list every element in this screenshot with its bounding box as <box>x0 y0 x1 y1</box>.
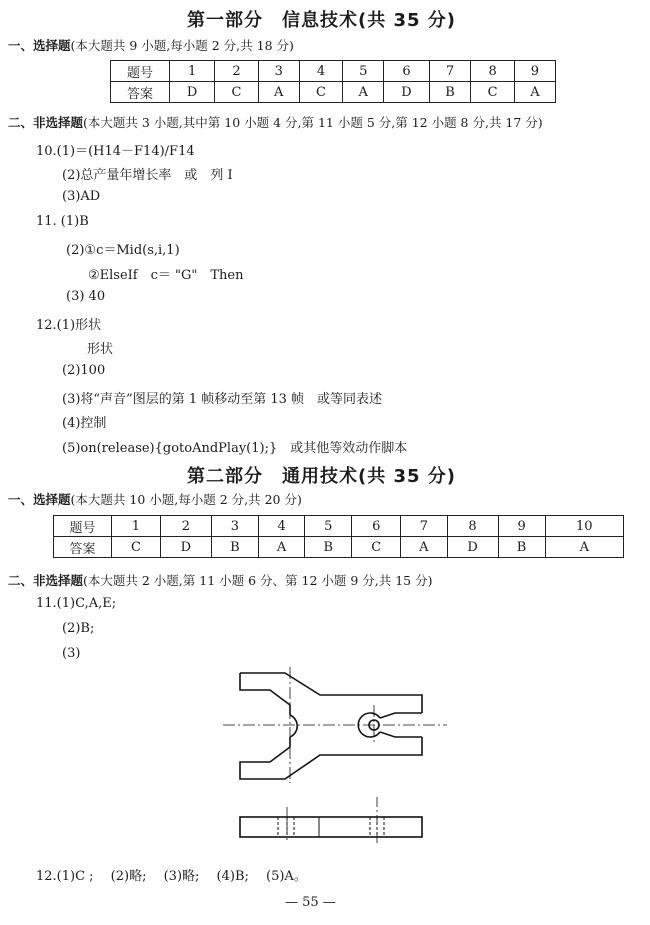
answer-line: (2)B; <box>62 621 95 636</box>
table-cell: D <box>384 82 429 103</box>
answer-line: ②ElseIf c＝ "G" Then <box>88 268 244 283</box>
part2-mc-heading: 一、选择题(本大题共 10 小题,每小题 2 分,共 20 分) <box>8 492 302 507</box>
table-cell: 8 <box>471 61 514 82</box>
answer-line: 11. (1)B <box>36 214 89 229</box>
table-cell: 9 <box>498 516 545 537</box>
part2-answer-table <box>53 515 624 558</box>
table-cell: 2 <box>160 516 211 537</box>
table-cell: 答案 <box>111 82 170 103</box>
answer-line: (2)总产量年增长率 或 列 I <box>62 168 233 183</box>
part1-nonmc-heading: 二、非选择题(本大题共 3 小题,其中第 10 小题 4 分,第 11 小题 5 分,第 12 小题 8 分,共 17 分) <box>8 115 543 130</box>
table-cell: A <box>258 537 304 558</box>
answer-line: (5)on(release){gotoAndPlay(1);} 或其他等效动作脚本 <box>62 441 408 456</box>
table-cell: 4 <box>299 61 342 82</box>
table-cell: C <box>471 82 514 103</box>
table-cell: 1 <box>170 61 215 82</box>
part1-title: 第一部分 信息技术(共 35 分) <box>187 10 457 31</box>
table-cell: 7 <box>429 61 471 82</box>
answer-line: (2)100 <box>62 363 106 378</box>
table-cell: 5 <box>305 516 352 537</box>
table-cell: 5 <box>343 61 384 82</box>
table-cell: 4 <box>258 516 304 537</box>
part1-mc-heading: 一、选择题(本大题共 9 小题,每小题 2 分,共 18 分) <box>8 38 294 53</box>
table-cell: B <box>211 537 258 558</box>
answer-line: (2)①c＝Mid(s,i,1) <box>66 243 180 258</box>
table-row <box>111 61 556 82</box>
table-row <box>54 537 624 558</box>
table-cell: C <box>112 537 161 558</box>
table-cell: 题号 <box>111 61 170 82</box>
table-cell: 6 <box>384 61 429 82</box>
table-cell: C <box>299 82 342 103</box>
answer-line: 形状 <box>87 342 114 357</box>
part1-answer-table <box>110 60 556 103</box>
table-cell: 3 <box>258 61 299 82</box>
table-cell: B <box>498 537 545 558</box>
table-cell: A <box>258 82 299 103</box>
table-cell: 答案 <box>54 537 112 558</box>
table-cell: C <box>352 537 401 558</box>
table-row <box>54 516 624 537</box>
table-cell: 3 <box>211 516 258 537</box>
table-cell: 8 <box>447 516 498 537</box>
answer-line: 11.(1)C,A,E; <box>36 596 117 611</box>
table-cell: 10 <box>545 516 623 537</box>
table-cell: 7 <box>401 516 447 537</box>
table-cell: 6 <box>352 516 401 537</box>
answer-line: 12.(1)形状 <box>36 318 102 333</box>
table-row <box>111 82 556 103</box>
table-cell: C <box>215 82 258 103</box>
answer-line: (4)控制 <box>62 416 107 431</box>
table-cell: A <box>514 82 555 103</box>
answer-line: (3) 40 <box>66 289 106 304</box>
part2-nonmc-heading: 二、非选择题(本大题共 2 小题,第 11 小题 6 分、第 12 小题 9 分,共 15 分) <box>8 573 433 588</box>
table-cell: B <box>305 537 352 558</box>
table-cell: A <box>343 82 384 103</box>
answer-line: 10.(1)＝(H14－F14)/F14 <box>36 144 195 159</box>
table-cell: D <box>170 82 215 103</box>
table-cell: 题号 <box>54 516 112 537</box>
table-cell: 9 <box>514 61 555 82</box>
table-cell: A <box>401 537 447 558</box>
answer-line: (3)将“声音”图层的第 1 帧移动至第 13 帧 或等同表述 <box>62 392 383 407</box>
answer-line: (3)AD <box>62 189 101 204</box>
table-cell: 1 <box>112 516 161 537</box>
table-cell: A <box>545 537 623 558</box>
table-cell: 2 <box>215 61 258 82</box>
table-cell: D <box>160 537 211 558</box>
answer-line: 12.(1)C ; (2)略; (3)略; (4)B; (5)A。 <box>36 869 307 884</box>
engineering-drawing-top-view <box>232 795 432 845</box>
engineering-drawing-front-view <box>215 665 455 785</box>
table-cell: B <box>429 82 471 103</box>
part2-title: 第二部分 通用技术(共 35 分) <box>187 466 457 487</box>
page-number: — 55 — <box>285 895 336 910</box>
table-cell: D <box>447 537 498 558</box>
answer-line: (3) <box>62 646 81 661</box>
